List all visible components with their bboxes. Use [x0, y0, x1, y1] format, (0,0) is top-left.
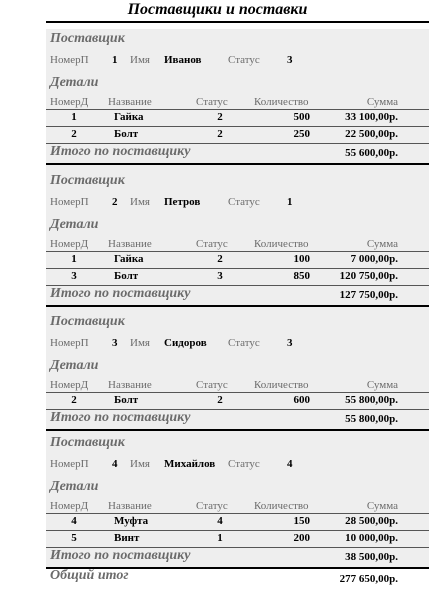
grand-total-value: 277 650,00р.: [339, 573, 398, 585]
supplier-status-value: 3: [287, 54, 293, 66]
supplier-number-label: НомерП: [50, 337, 89, 349]
supplier-status-label: Статус: [228, 54, 260, 66]
column-header-part-name: Название: [108, 379, 152, 391]
part-number-cell: 2: [71, 128, 77, 140]
part-name-cell: Болт: [114, 394, 139, 406]
column-header-part-number: НомерД: [50, 379, 89, 391]
part-name-cell: Болт: [114, 128, 139, 140]
part-quantity-cell: 150: [293, 515, 310, 527]
details-section-heading: Детали: [50, 75, 99, 90]
supplier-status-label: Статус: [228, 458, 260, 470]
supplier-section-heading: Поставщик: [50, 314, 125, 329]
column-header-part-name: Название: [108, 96, 152, 108]
table-header-divider: [46, 392, 429, 393]
column-header-part-number: НомерД: [50, 96, 89, 108]
part-status-cell: 3: [217, 270, 223, 282]
supplier-subtotal-label: Итого по поставщику: [50, 410, 191, 425]
part-name-cell: Винт: [114, 532, 140, 544]
column-header-sum: Сумма: [366, 379, 398, 391]
table-row-divider: [46, 530, 429, 531]
part-sum-cell: 28 500,00р.: [345, 515, 398, 527]
column-header-status: Статус: [196, 379, 228, 391]
supplier-name-value: Иванов: [164, 54, 202, 66]
supplier-name-label: Имя: [130, 458, 150, 470]
column-header-status: Статус: [196, 500, 228, 512]
table-header-divider: [46, 251, 429, 252]
column-header-quantity: Количество: [254, 238, 309, 250]
details-section-heading: Детали: [50, 479, 99, 494]
part-sum-cell: 55 800,00р.: [345, 394, 398, 406]
part-sum-cell: 10 000,00р.: [345, 532, 398, 544]
supplier-status-value: 3: [287, 337, 293, 349]
part-number-cell: 3: [71, 270, 77, 282]
column-header-quantity: Количество: [254, 500, 309, 512]
part-quantity-cell: 850: [293, 270, 310, 282]
supplier-section-heading: Поставщик: [50, 173, 125, 188]
part-sum-cell: 7 000,00р.: [350, 253, 398, 265]
supplier-block-divider: [46, 305, 429, 307]
column-header-part-name: Название: [108, 500, 152, 512]
supplier-number-label: НомерП: [50, 54, 89, 66]
supplier-subtotal-value: 55 800,00р.: [345, 413, 398, 425]
column-header-sum: Сумма: [366, 500, 398, 512]
part-quantity-cell: 500: [293, 111, 310, 123]
part-name-cell: Болт: [114, 270, 139, 282]
part-number-cell: 1: [71, 253, 77, 265]
supplier-subtotal-label: Итого по поставщику: [50, 548, 191, 563]
part-status-cell: 4: [217, 515, 223, 527]
supplier-name-label: Имя: [130, 337, 150, 349]
column-header-part-number: НомерД: [50, 238, 89, 250]
table-header-divider: [46, 109, 429, 110]
part-quantity-cell: 200: [293, 532, 310, 544]
part-status-cell: 2: [217, 128, 223, 140]
column-header-status: Статус: [196, 238, 228, 250]
report-title: Поставщики и поставки: [127, 1, 308, 18]
supplier-status-label: Статус: [228, 337, 260, 349]
part-quantity-cell: 600: [293, 394, 310, 406]
table-row-divider: [46, 268, 429, 269]
supplier-number-value: 1: [112, 54, 118, 66]
supplier-number-value: 3: [112, 337, 118, 349]
part-name-cell: Муфта: [114, 515, 149, 527]
supplier-name-value: Михайлов: [164, 458, 216, 470]
grand-total-label: Общий итог: [50, 568, 129, 583]
supplier-section-heading: Поставщик: [50, 435, 125, 450]
supplier-status-label: Статус: [228, 196, 260, 208]
supplier-name-label: Имя: [130, 196, 150, 208]
supplier-name-value: Петров: [164, 196, 201, 208]
part-number-cell: 4: [71, 515, 77, 527]
table-row-divider: [46, 126, 429, 127]
part-quantity-cell: 250: [293, 128, 310, 140]
part-number-cell: 5: [71, 532, 77, 544]
supplier-block-divider: [46, 163, 429, 165]
supplier-subtotal-label: Итого по поставщику: [50, 144, 191, 159]
part-sum-cell: 120 750,00р.: [339, 270, 398, 282]
column-header-sum: Сумма: [366, 238, 398, 250]
table-header-divider: [46, 513, 429, 514]
details-section-heading: Детали: [50, 217, 99, 232]
supplier-number-label: НомерП: [50, 458, 89, 470]
part-status-cell: 2: [217, 253, 223, 265]
part-number-cell: 1: [71, 111, 77, 123]
supplier-subtotal-label: Итого по поставщику: [50, 286, 191, 301]
part-status-cell: 2: [217, 111, 223, 123]
part-quantity-cell: 100: [293, 253, 310, 265]
part-sum-cell: 22 500,00р.: [345, 128, 398, 140]
column-header-part-number: НомерД: [50, 500, 89, 512]
supplier-status-value: 1: [287, 196, 293, 208]
title-divider: [46, 21, 429, 23]
supplier-name-value: Сидоров: [164, 337, 207, 349]
supplier-number-label: НомерП: [50, 196, 89, 208]
column-header-quantity: Количество: [254, 96, 309, 108]
supplier-subtotal-value: 38 500,00р.: [345, 551, 398, 563]
details-section-heading: Детали: [50, 358, 99, 373]
column-header-status: Статус: [196, 96, 228, 108]
supplier-number-value: 2: [112, 196, 118, 208]
supplier-section-heading: Поставщик: [50, 31, 125, 46]
supplier-block-divider: [46, 429, 429, 431]
supplier-subtotal-value: 127 750,00р.: [339, 289, 398, 301]
part-status-cell: 2: [217, 394, 223, 406]
column-header-quantity: Количество: [254, 379, 309, 391]
supplier-name-label: Имя: [130, 54, 150, 66]
part-number-cell: 2: [71, 394, 77, 406]
part-sum-cell: 33 100,00р.: [345, 111, 398, 123]
part-name-cell: Гайка: [114, 111, 144, 123]
column-header-part-name: Название: [108, 238, 152, 250]
supplier-status-value: 4: [287, 458, 293, 470]
column-header-sum: Сумма: [366, 96, 398, 108]
supplier-number-value: 4: [112, 458, 118, 470]
supplier-subtotal-value: 55 600,00р.: [345, 147, 398, 159]
part-name-cell: Гайка: [114, 253, 144, 265]
part-status-cell: 1: [217, 532, 223, 544]
